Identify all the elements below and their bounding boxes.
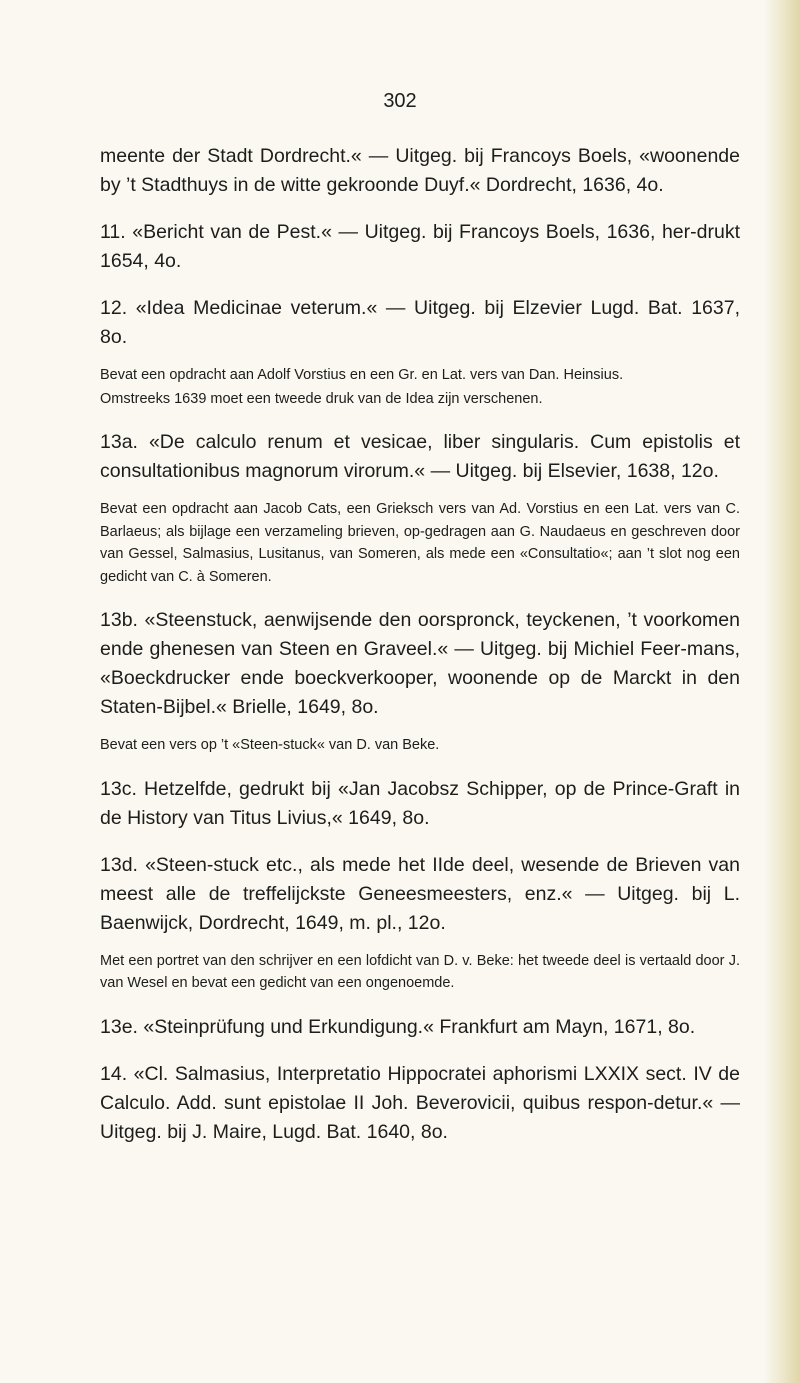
- bibliography-entry: 11. «Bericht van de Pest.« — Uitgeg. bij Francoys Boels, 1636, her-drukt 1654, 4o.: [100, 221, 740, 272]
- entry-note: Omstreeks 1639 moet een tweede druk van de Idea zijn verschenen.: [100, 390, 543, 407]
- entry-note: Bevat een opdracht aan Jacob Cats, een Grieksch vers van Ad. Vorstius en een Lat. vers van C. Barlaeus; als bijlage een verzameling brieven, op-gedragen aan G. Naudaeus en geschreven door van Gessel, Salmasius, Lusitanus, van Someren, als mede een «Consultatio«; aan ’t slot nog een gedicht van C. à Someren.: [100, 501, 740, 585]
- entry-note: Bevat een vers op ’t «Steen-stuck« van D. van Beke.: [100, 737, 440, 753]
- page-number: 302: [383, 90, 417, 112]
- entry-note: Bevat een opdracht aan Adolf Vorstius en een Gr. en Lat. vers van Dan. Heinsius.: [100, 367, 624, 383]
- entry-note: Met een portret van den schrijver en een lofdicht van D. v. Beke: het tweede deel is vertaald door J. van Wesel en bevat een gedicht van een ongenoemde.: [100, 952, 740, 991]
- page-body: [100, 142, 740, 1147]
- bibliography-entry: 13d. «Steen-stuck etc., als mede het IIde deel, wesende de Brieven van meest alle de treffelijckste Geneesmeesters, enz.« — Uitgeg. bij L. Baenwijck, Dordrecht, 1649, m. pl., 12o.: [100, 853, 740, 934]
- bibliography-entry: 12. «Idea Medicinae veterum.« — Uitgeg. bij Elzevier Lugd. Bat. 1637, 8o.: [100, 297, 740, 348]
- bibliography-entry: 13b. «Steenstuck, aenwijsende den oorspronck, teyckenen, ’t voorkomen ende ghenesen van Steen en Graveel.« — Uitgeg. bij Michiel Feer-mans, «Boeckdrucker ende boeckverkooper, woonende op de Marckt in den Staten-Bijbel.« Brielle, 1649, 8o.: [100, 609, 740, 718]
- bibliography-entry: meente der Stadt Dordrecht.« — Uitgeg. bij Francoys Boels, «woonende by ’t Stadthuys in de witte gekroonde Duyf.« Dordrecht, 1636, 4o.: [100, 145, 740, 196]
- bibliography-entry: 14. «Cl. Salmasius, Interpretatio Hippocratei aphorismi LXXIX sect. IV de Calculo. Add. sunt epistolae II Joh. Beverovicii, quibus respon-detur.« — Uitgeg. bij J. Maire, Lugd. Bat. 1640, 8o.: [100, 1062, 740, 1143]
- bibliography-entry: 13e. «Steinprüfung und Erkundigung.« Frankfurt am Mayn, 1671, 8o.: [100, 1015, 696, 1038]
- page-edge-shading: [764, 0, 800, 1383]
- bibliography-entry: 13c. Hetzelfde, gedrukt bij «Jan Jacobsz Schipper, op de Prince-Graft in de History van Titus Livius,« 1649, 8o.: [100, 777, 740, 829]
- bibliography-entry: 13a. «De calculo renum et vesicae, liber singularis. Cum epistolis et consultationibus magnorum virorum.« — Uitgeg. bij Elsevier, 1638, 12o.: [100, 431, 740, 482]
